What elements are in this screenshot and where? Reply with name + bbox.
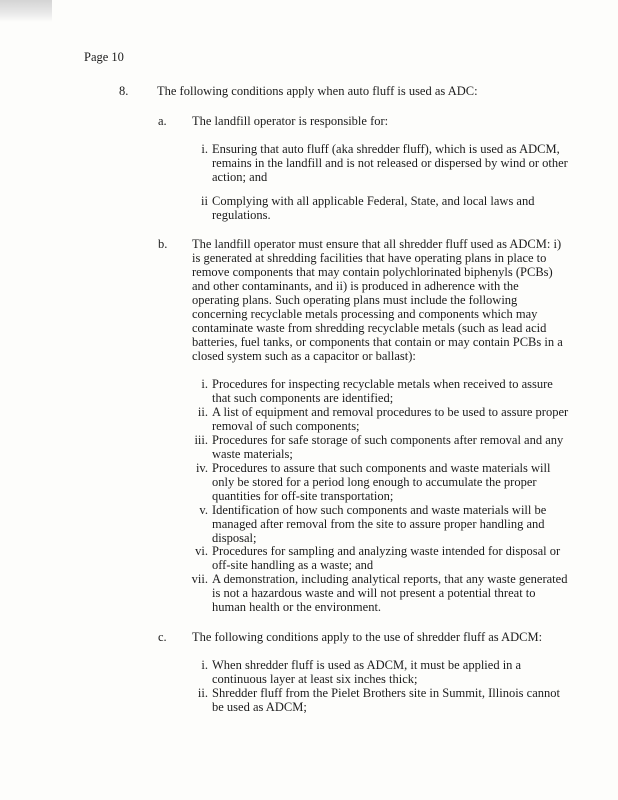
list-item-label: i. [201,377,208,391]
list-item-label: ii [201,194,208,208]
list-item-label: vi. [195,544,208,558]
subsection-text: The landfill operator must ensure that all shredder fluff used as ADCM: i) is generated at shredding facilities that have operating plans in place to remove components that may contain polychlorinated biphenyls (PCBs) and other contaminants, and ii) is produced in adherence with the operating plans. Such operating plans must include the following concerning recyclable metals processing and components which may contaminate waste from shredding recyclable metals (such as lead acid batteries, fuel tanks, or components that contain or may contain PCBs in a closed system such as a capacitor or ballast): [192,237,563,363]
list-item-label: i. [201,658,208,672]
list-item-text: Shredder fluff from the Pielet Brothers site in Summit, Illinois cannot be used as ADCM; [212,686,560,714]
list-item-text: A list of equipment and removal procedures to be used to assure proper removal of such components; [212,405,569,433]
list-item-label: iii. [194,433,208,447]
list-item-text: Procedures for sampling and analyzing waste intended for disposal or off-site handling as a waste; and [212,544,561,572]
subsection-text: The following conditions apply to the use of shredder fluff as ADCM: [192,630,543,644]
subsection-label: b. [158,237,168,251]
list-item-label: i. [201,142,208,156]
list-item-text: Identification of how such components and waste materials will be managed after removal from the site to assure proper handling and disposal; [212,503,547,545]
section-intro: The following conditions apply when auto fluff is used as ADC: [157,84,478,98]
list-item-text: Procedures for inspecting recyclable metals when received to assure that such components are identified; [212,377,553,405]
list-item-text: Procedures to assure that such components and waste materials will only be stored for a period long enough to accumulate the proper quantities for off-site transportation; [212,461,551,503]
list-item-label: iv. [195,461,208,475]
list-item-label: ii. [197,405,208,419]
page-number: Page 10 [84,50,124,64]
list-item-text: When shredder fluff is used as ADCM, it must be applied in a continuous layer at least six inches thick; [212,658,522,686]
list-item-text: Complying with all applicable Federal, State, and local laws and regulations. [212,194,535,222]
list-item-label: vii. [191,572,208,586]
subsection-label: c. [158,630,167,644]
list-item-text: Ensuring that auto fluff (aka shredder fluff), which is used as ADCM, remains in the landfill and is not released or dispersed by wind or other action; and [212,142,568,184]
subsection-text: The landfill operator is responsible for: [192,114,389,128]
subsection-label: a. [158,114,167,128]
list-item-text: A demonstration, including analytical reports, that any waste generated is not a hazardous waste and will not present a potential threat to human health or the environment. [212,572,568,614]
list-item-label: v. [199,503,208,517]
list-item-text: Procedures for safe storage of such components after removal and any waste materials; [212,433,564,461]
section-number: 8. [119,84,129,98]
list-item-label: ii. [197,686,208,700]
